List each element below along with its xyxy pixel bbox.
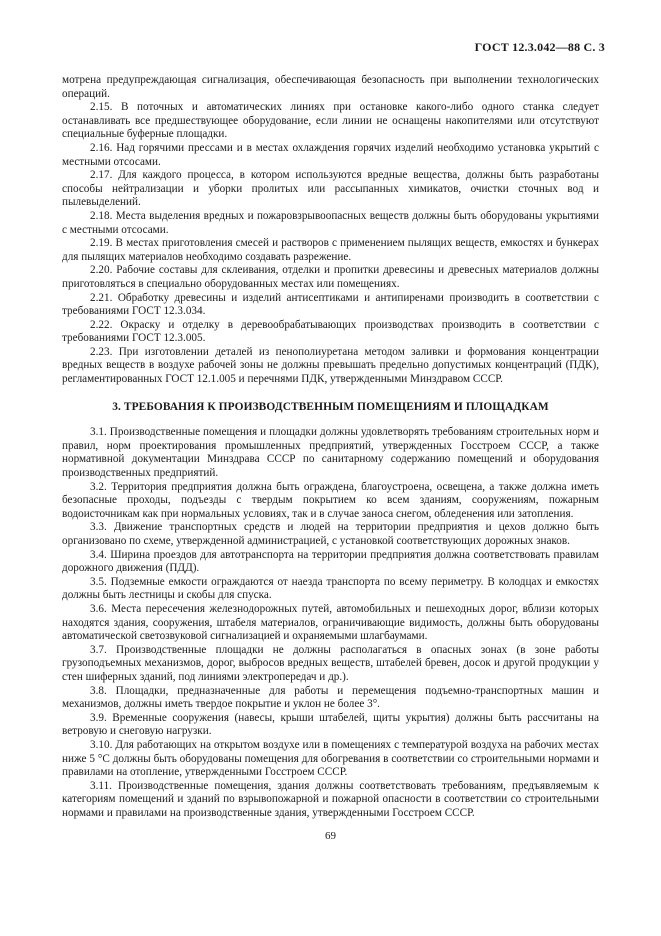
paragraph: 2.23. При изготовлении деталей из пенополиуретана методом заливки и формования концентрации вредных веществ в воздухе рабочей зоны не должны превышать предельно допустимых концентраций (ПДК), регламентированных ГОСТ 12.1.005 и перечнями ПДК, утвержденными Минздравом СССР. xyxy=(62,345,599,386)
paragraph: 3.8. Площадки, предназначенные для работы и перемещения подъемно-транспортных машин и механизмов, должны иметь твердое покрытие и уклон не более 3°. xyxy=(62,684,599,711)
page-header: ГОСТ 12.3.042—88 С. 3 xyxy=(474,40,605,54)
paragraph: 3.9. Временные сооружения (навесы, крыши штабелей, щиты укрытия) должны быть рассчитаны на ветровую и снеговую нагрузки. xyxy=(62,711,599,738)
paragraph: 3.2. Территория предприятия должна быть ограждена, благоустроена, освещена, а также должна иметь безопасные проходы, подъезды с твердым покрытием ко всем зданиям, сооружениям, пожарным водоисточникам как при нормальных условиях, так и в случае заноса снегом, обледенения или затопления. xyxy=(62,480,599,520)
paragraph: мотрена предупреждающая сигнализация, обеспечивающая безопасность при выполнении технологических операций. xyxy=(62,74,599,100)
paragraph: 2.19. В местах приготовления смесей и растворов с применением пылящих веществ, емкостях и бункерах для пылящих материалов необходимо создавать разрежение. xyxy=(62,237,599,263)
paragraph: 2.16. Над горячими прессами и в местах охлаждения горячих изделий необходимо установка укрытий с местными отсосами. xyxy=(62,141,599,168)
paragraph: 2.20. Рабочие составы для склеивания, отделки и пропитки древесины и древесных материалов должны приготовляться в специально оборудованных местах или помещениях. xyxy=(62,264,599,290)
paragraph: 3.11. Производственные помещения, здания должны соответствовать требованиям, предъявляемым к категориям помещений и зданий по взрывопожарной и пожарной опасности в соответствии со строительными нормами и правилами на производственные здания, утвержденными Госстроем СССР. xyxy=(62,779,599,819)
paragraphs-section-2 xyxy=(62,74,599,387)
paragraph: 3.5. Подземные емкости ограждаются от наезда транспорта по всему периметру. В колодцах и емкостях должны быть лестницы и скобы для спуска. xyxy=(62,575,599,602)
paragraph: 3.3. Движение транспортных средств и людей на территории предприятия и цехов должно быть организовано по схеме, утвержденной администрацией, с установкой соответствующих дорожных знаков. xyxy=(62,521,599,547)
page-number: 69 xyxy=(325,830,336,842)
paragraph: 2.17. Для каждого процесса, в котором используются вредные вещества, должны быть разработаны способы нейтрализации и уборки пролитых или рассыпанных химикатов, очистки сточных вод и пылевыделений. xyxy=(62,169,599,209)
paragraph: 3.6. Места пересечения железнодорожных путей, автомобильных и пешеходных дорог, вблизи которых находятся здания, сооружения, штабеля материалов, ограничивающие видимость, должны быть оборудованы автоматической светозвуковой сигнализацией и охраняемыми шлагбаумами. xyxy=(62,602,599,643)
paragraphs-section-3 xyxy=(62,426,599,820)
paragraph: 3.10. Для работающих на открытом воздухе или в помещениях с температурой воздуха на рабочих местах ниже 5 °С должны быть оборудованы помещения для обогревания в соответствии со строительными нормами и правилами на отопление, утвержденными Госстроем СССР. xyxy=(62,738,599,779)
paragraph: 3.1. Производственные помещения и площадки должны удовлетворять требованиям строительных норм и правил, норм проектирования промышленных предприятий, утвержденных Госстроем СССР, а также нормативной документации Минздрава СССР по санитарному содержанию помещений и оборудования производственных предприятий. xyxy=(62,426,599,480)
paragraph: 2.18. Места выделения вредных и пожаровзрывоопасных веществ должны быть оборудованы укрытиями с местными отсосами. xyxy=(62,209,599,236)
document-body xyxy=(62,74,599,820)
paragraph: 2.22. Окраску и отделку в деревообрабатывающих производствах производить в соответствии с требованиями ГОСТ 12.3.005. xyxy=(62,318,599,345)
paragraph: 3.7. Производственные площадки не должны располагаться в опасных зонах (в зоне работы грузоподъемных механизмов, дорог, выбросов вредных веществ, штабелей бревен, досок и другой продукции у стен шиферных зданий, под линиями электропередач и др.). xyxy=(62,643,599,683)
paragraph: 2.21. Обработку древесины и изделий антисептиками и антипиренами производить в соответствии с требованиями ГОСТ 12.3.034. xyxy=(62,291,599,318)
section-title: 3. ТРЕБОВАНИЯ К ПРОИЗВОДСТВЕННЫМ ПОМЕЩЕНИЯМ И ПЛОЩАДКАМ xyxy=(112,400,549,413)
paragraph: 2.15. В поточных и автоматических линиях при остановке какого-либо одного станка следует останавливать все предшествующее оборудование, если линии не оснащены накопителями или отсутствуют специальные буферные площадки. xyxy=(62,101,599,141)
paragraph: 3.4. Ширина проездов для автотранспорта на территории предприятия должна соответствовать правилам дорожного движения (ПДД). xyxy=(62,548,599,575)
